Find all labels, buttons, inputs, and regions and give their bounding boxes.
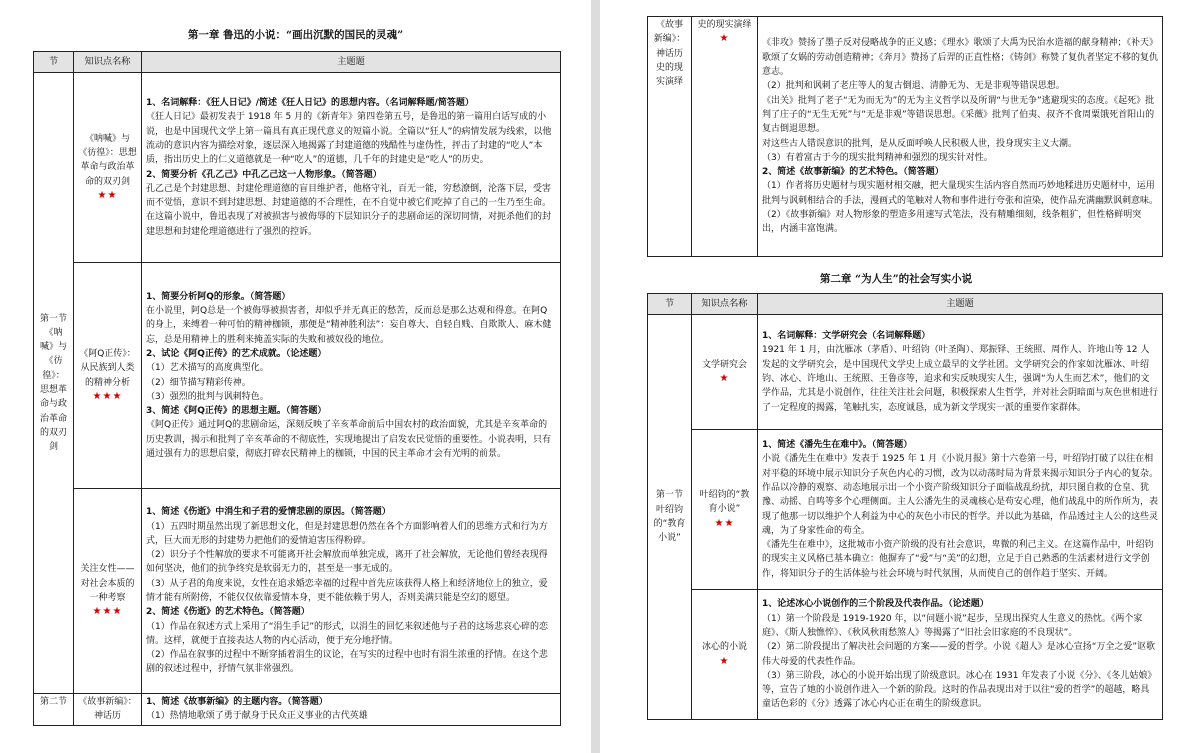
point-name-cell [692, 590, 758, 720]
answer: （2）《故事新编》对人物形象的塑造多用速写式笔法，没有精雕细刻，线条粗犷，但性格鲜明突出，内涵丰富饱满。 [762, 209, 1142, 235]
notes-table [33, 51, 561, 726]
right-page [600, 0, 1192, 753]
section-label: 第一节 叶绍钧的“教育小说” [653, 490, 686, 544]
point-name: 叶绍钧的“教育小说” [699, 490, 750, 515]
header-point: 知识点名称 [74, 52, 142, 73]
page-gutter [591, 0, 600, 753]
answer: 孔乙己是个封建思想、封建伦理道德的盲目维护者，他格守礼，百无一能，穷愁潦倒，沦落下层，受害而不觉悟，意识不到封建思想、封建道德的不合理性，在不自觉中被它们吃掉了自己的一生乃至生命。在这篇小说中，鲁迅表现了对被损害与被侮辱的下层知识分子的悲剧命运的深切同情，对扼杀他们的封建思想和封建伦理道德进行了强烈的控诉。 [146, 183, 552, 237]
importance-stars: ★ [719, 33, 730, 45]
header-topic: 主题题 [758, 294, 1163, 315]
answer: （1）艺术描写的高度典型化。 [146, 363, 269, 374]
answer: （3）强烈的批判与讽刺特色。 [146, 391, 269, 402]
topic-cell [142, 489, 561, 694]
question: 3、简述《阿Q正传》的思想主题。（简答题） [146, 406, 327, 417]
answer: 《狂人日记》最初发表于 1918 年 5 月的《新青年》第四卷第五号，是鲁迅的第一篇用白话写成的小说，也是中国现代文学上第一篇具有真正现代意义的短篇小说。全篇以“狂人”的病情发展为线索，以他流动的意识内容为描绘对象，逐层深入地揭露了封建道德的残酷性与虚伪性，抨击了封建的“吃人”本质，指出历史上的仁义道德就是一种“吃人”的道德，几千年的封建史是“吃人”的历史。 [146, 112, 552, 166]
answer: （3）第三阶段，冰心的小说开始出现了阶级意识。冰心在 1931 年发表了小说《分》、《冬儿姑娘》等，宣告了她的小说创作进入一个新的阶段。这时的作品表现出对于以往“爱的哲学”的超越，略具童话色彩的《分》透露了冰心内心正在萌生的阶级意识。 [762, 670, 1157, 710]
section-label: 第一节《呐喊》与《彷徨》：思想革命与政治革命的双刃剑 [39, 313, 67, 453]
answer: 对这些古人错误意识的批判，是从反面呼唤人民积极人世，投身现实主义大潮。 [762, 138, 1078, 149]
answer: （2）细节描写精彩传神。 [146, 377, 251, 388]
topic-cell [142, 263, 561, 489]
header-topic: 主题题 [142, 52, 561, 73]
topic-cell [758, 590, 1163, 720]
answer: （2）第二阶段提出了解决社会问题的方案——爱的哲学。小说《超人》是冰心宣扬“万全之爱”讴歌伟大母爱的代表性作品。 [762, 642, 1156, 667]
header-section: 节 [648, 294, 692, 315]
answer: （2）识分子个性解放的要求不可能离开社会解放而单独完成，离开了社会解放，无论他们曾经表现得如何坚决，他们的抗争终究是软弱无力的，甚至是一事无成的。 [146, 550, 548, 575]
header-point: 知识点名称 [692, 294, 758, 315]
question: 2、试论《阿Q正传》的艺术成就。（论述题） [146, 348, 327, 359]
point-name-cell [692, 315, 758, 430]
answer: （1）第一个阶段是 1919-1920 年，以“问题小说”起步，呈现出探究人生意义的热忱。《两个家庭》、《斯人独憔悴》、《秋风秋雨愁煞人》等揭露了“旧社会旧家庭的不良现状”。 [762, 613, 1143, 638]
point-name-cell [74, 489, 142, 694]
point-name: 《故事新编》：神话历 [78, 697, 137, 722]
point-name-cell [74, 694, 142, 726]
left-page [0, 0, 591, 753]
importance-stars: ★★★ [92, 390, 123, 402]
question: 1、简要分析阿Q的形象。（简答题） [146, 291, 291, 302]
question: 1、名词解释：文学研究会（名词解释题） [762, 331, 931, 342]
answer: （2）作品在叙事的过程中不断穿插着涓生的议论，在写实的过程中也时有涓生浓重的抒情。在这个悲剧的叙述过程中，抒情气氛非常强烈。 [146, 650, 548, 675]
point-name: 《呐喊》与《彷徨》：思想革命与政治革命的双刃剑 [78, 133, 137, 187]
continued-table [647, 16, 1163, 257]
answer: 《非攻》赞扬了墨子反对侵略战争的正义感；《理水》歌颂了大禹为民治水造福的献身精神；《补天》歌颂了女娲的劳动创造精神；《奔月》赞扬了后羿的正直性格；《铸剑》称赞了复仇者坚定不移的复仇意志。 [762, 38, 1159, 78]
importance-stars: ★★ [714, 517, 735, 529]
point-name: 冰心的小说 [701, 642, 747, 653]
topic-cell [758, 315, 1163, 430]
topic-cell [142, 73, 561, 263]
point-name: 文学研究会 [701, 359, 747, 370]
chapter-title: 第二章 “为人生”的社会写实小说 [819, 273, 973, 285]
answer: （1）五四时期虽然出现了新思想文化，但是封建思想仍然在各个方面影响着人们的思维方式和行为方式，巨大而无形的封建势力把他们的爱情迫害压得粉碎。 [146, 521, 548, 546]
answer: （1）热情地歌颂了勇于献身于民众正义事业的古代英雄 [146, 711, 368, 722]
question: 2、简述《故事新编》的艺术特色。（简答题） [762, 167, 944, 178]
question: 2、简述《伤逝》的艺术特色。（简答题） [146, 607, 310, 618]
question: 1、论述冰心小说创作的三个阶段及代表作品。（论述题） [762, 599, 989, 610]
point-name: 《故事新编》：神话历史的现实演绎 [653, 20, 686, 88]
answer: 在小说里，阿Q总是一个被侮辱被损害者，却似乎并无真正的愁苦，反而总是那么达观和得意。在阿Q的身上，来缚着一种可怕的精神枷锁，那便是“精神胜利法”：妄自尊大、自轻自贱、自欺欺人、麻木健忘，总是用精神上的胜利来掩盖实际的失败和被奴役的地位。 [146, 306, 552, 345]
section-label: 第二节 [39, 697, 67, 707]
importance-stars: ★★★ [92, 606, 123, 618]
section-cell [34, 73, 74, 694]
answer: 1921 年 1 月，由沈雁冰（茅盾）、叶绍钧（叶圣陶）、郑振铎、王统照、周作人、许地山等 12 人发起的文学研究会，是中国现代文学史上成立最早的文学社团。文学研究会的作家如沈雁冰、叶绍钧、冰心、许地山、王统照、王鲁彦等，追求和实反映现实人生，强调“为人生而艺术”，他们的文学作品，尤其是小说创作，往往关注社会问题，积极探索人生哲学，并对社会阴暗面与灰色世相进行了一定程度的揭露，笔触扎实，态度诚恳，成为新文学现实一派的重要作家群体。 [762, 345, 1159, 413]
point-name-cell [692, 430, 758, 590]
question: 1、名词解释：《狂人日记》/简述《狂人日记》的思想内容。（名词解释题/简答题） [146, 98, 474, 109]
answer: 小说《潘先生在难中》发表于 1925 年 1 月《小说月报》第十六卷第一号，叶绍钧打破了以往在相对平稳的环境中展示知识分子灰色内心的习惯，改为以动荡时局为背景来揭示知识分子内心的复杂。作品以冷静的观察、动态地展示出一个小资产阶级知识分子面临战乱纷扰，却只图自救的仓皇、犹豫、动摇、自鸣等多个心理侧面。主人公潘先生的灵魂核心是苟安心理，他们战乱中的所作所为，表现了他那一切以维护个人利益为中心的灰色小市民的哲学。并以此为基础，作品透过主人公的这些灵魂，为了身家性命的苟全。 [762, 454, 1159, 536]
point-name-cell [74, 263, 142, 489]
answer: 《阿Q正传》通过阿Q的悲剧命运，深刻反映了辛亥革命前后中国农村的政治面貌，尤其是辛亥革命的历史教训，揭示和批判了辛亥革命的不彻底性，实现地提出了启发农民觉悟的重要性。小说表明，只有通过强有力的思想启蒙，彻底打碎农民精神上的枷锁，中国的民主革命才会有光明的前景。 [146, 420, 552, 459]
answer: （3）从子君的角度来说，女性在追求婚恋幸福的过程中首先应该获得人格上和经济地位上的独立，爱情才能有所附傍，不能仅仅依靠爱情本身，更不能依赖于男人，否则美满只能是空幻的愿望。 [146, 578, 548, 603]
chapter-title: 第一章 鲁迅的小说：“画出沉默的国民的灵魂” [187, 29, 404, 41]
point-name: 《阿Q正传》：从民族到人类的精神分析 [79, 348, 136, 388]
topic-cell [142, 694, 561, 726]
question: 1、简述《故事新编》的主题内容。（简答题） [146, 697, 328, 707]
section-cell [648, 17, 692, 257]
topic-cell [758, 17, 1163, 257]
point-name-continued: 史的现实演绎 [697, 20, 752, 30]
answer: （3）有着富古于今的现实批判精神和强烈的现实针对性。 [762, 152, 993, 163]
importance-stars: ★ [719, 655, 730, 667]
question: 1、简述《伤逝》中涓生和子君的爱情悲剧的原因。（简答题） [146, 507, 391, 518]
question: 2、简要分析《孔乙己》中孔乙己这一人物形象。（简答题） [146, 169, 382, 180]
answer: （1）作品在叙述方式上采用了“涓生手记”的形式，以涓生的回忆来叙述他与子君的这场悲哀心碎的恋情。这样，就便于直接表达人物的内心活动，便于充分地抒情。 [146, 621, 549, 646]
importance-stars: ★ [719, 373, 730, 384]
question: 1、简述《潘先生在难中》。（简答题） [762, 440, 913, 451]
answer: （1）作者将历史题材与现实题材相交融，把大量现实生活内容自然而巧妙地糅进历史题材中，运用批判与讽刺相结合的手法，漫画式的笔触对人物和事件进行夸张和渲染，使作品充满幽默讽刺意味。 [762, 181, 1159, 206]
point-name-cell [692, 17, 758, 257]
header-section: 节 [34, 52, 74, 73]
answer: （2）批判和讽刺了老庄等人的复古倒退、清静无为、无是非观等错误思想。 [762, 81, 1065, 92]
answer: 《出关》批判了老子“无为而无为”的无为主义哲学以及所谓“与世无争”逃避现实的态度。《起死》批判了庄子的“无生无死”与“无是非观”等错误思想。《采薇》批判了伯夷、叔齐不食周粟饿死首阳山的复古倒退思想。 [762, 95, 1155, 135]
section-cell [648, 315, 692, 720]
answer: 《潘先生在难中》，这批城市小资产阶级的没有社会意识，卑微的利己主义。在这篇作品中，叶绍钧的现实主义风格已基本确立：他摒弃了“爱”与“美”的幻想，立足于自己熟悉的生活素材进行文学创作，将知识分子的生活体验与社会环境与时代氛围，从而使自己的创作趋于坚实、开阔。 [762, 540, 1154, 579]
section-cell [34, 694, 74, 726]
point-name: 关注女性——对社会本质的一种考察 [80, 564, 135, 603]
importance-stars: ★★ [97, 189, 118, 201]
point-name-cell [74, 73, 142, 263]
topic-cell [758, 430, 1163, 590]
notes-table [647, 293, 1163, 720]
